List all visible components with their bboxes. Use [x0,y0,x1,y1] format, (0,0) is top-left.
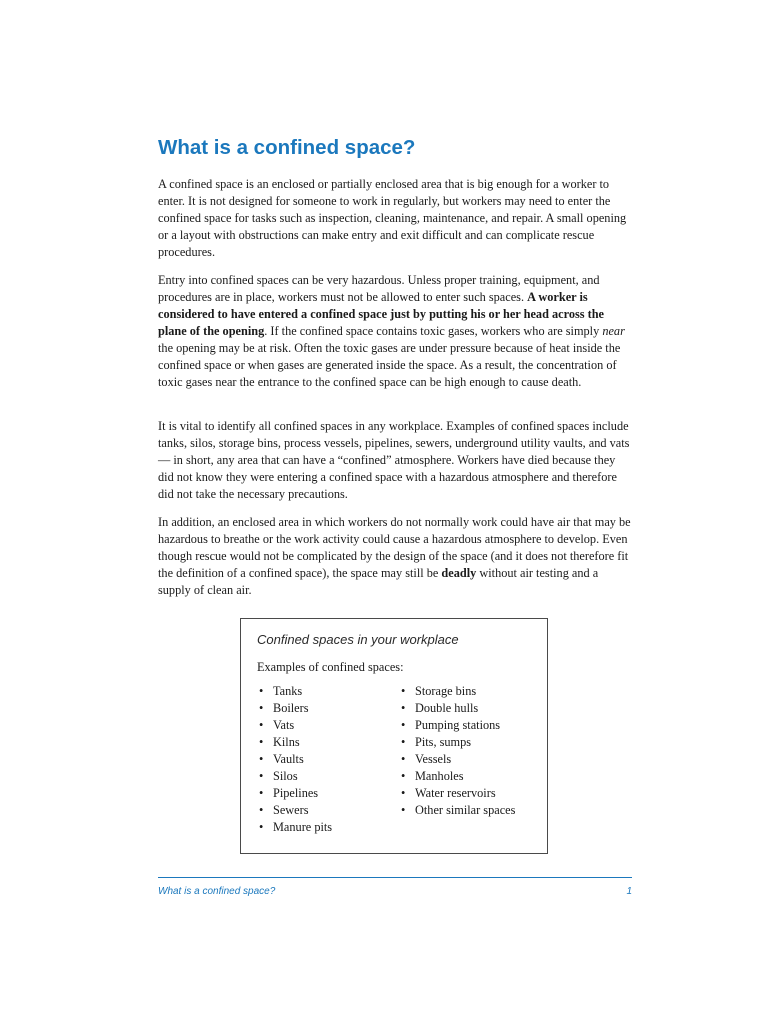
bullet-icon: • [401,701,406,715]
list-item-text: Boilers [273,701,309,715]
paragraph-hazards [158,272,632,391]
list-item-text: Water reservoirs [415,786,496,800]
list-item [259,768,332,785]
list-item-text: Other similar spaces [415,803,516,817]
bullet-icon: • [401,769,406,783]
paragraph-hazards-text-2: . If the confined space contains toxic gases, workers who are simply [264,324,603,338]
paragraph-enclosed-text-2: without air testing and a supply of clean air. [158,566,599,597]
box-intro: Examples of confined spaces: [257,660,404,674]
list-item [401,768,515,785]
examples-list-right [401,683,515,819]
bullet-icon: • [259,718,264,732]
paragraph-identify: It is vital to identify all confined spaces in any workplace. Examples of confined spaces include tanks, silos, storage bins, process vessels, pipelines, sewers, underground utility vaults, and vats — in short, any area that can have a “confined” atmosphere. Workers have died because they did not know they were entering a confined space with a hazardous atmosphere and therefore did not take the necessary precautions. [158,419,630,501]
confined-spaces-box [240,618,548,854]
bullet-icon: • [259,752,264,766]
list-item-text: Tanks [273,684,303,698]
list-item-text: Pumping stations [415,718,501,732]
list-item [259,802,332,819]
list-item-text: Manure pits [273,820,333,834]
bullet-icon: • [401,718,406,732]
list-item [259,785,332,802]
paragraph-definition: A confined space is an enclosed or partially enclosed area that is big enough for a worker to enter. It is not designed for someone to work in regularly, but workers may need to enter the confined space for tasks such as inspection, cleaning, maintenance, and repair. A small opening or a layout with obstructions can make entry and exit difficult and can complicate rescue procedures. [158,177,627,259]
list-item [259,717,332,734]
paragraph-hazards-bold: A worker is considered to have entered a confined space just by putting his or her head across the plane of the opening [158,290,605,338]
list-item-text: Silos [273,769,298,783]
list-item-text: Storage bins [415,684,477,698]
list-item [401,802,515,819]
footer-divider [158,877,632,878]
list-item [401,683,515,700]
list-item-text: Double hulls [415,701,479,715]
list-item-text: Pits, sumps [415,735,472,749]
list-item [259,751,332,768]
list-item [259,734,332,751]
list-item [259,683,332,700]
bullet-icon: • [259,735,264,749]
list-item-text: Manholes [415,769,464,783]
paragraph-hazards-text-3: the opening may be at risk. Often the toxic gases are under pressure because of heat inside the confined space or when gases are generated inside the space. As a result, the concentration of toxic gases near the entrance to the confined space can be high enough to cause death. [158,341,621,389]
bullet-icon: • [259,701,264,715]
bullet-icon: • [401,752,406,766]
paragraph-enclosed-areas [158,514,632,599]
list-item-text: Vessels [415,752,452,766]
list-item [401,700,515,717]
list-item [401,751,515,768]
bullet-icon: • [259,769,264,783]
bullet-icon: • [259,820,264,834]
box-title: Confined spaces in your workplace [257,632,459,647]
bullet-icon: • [259,803,264,817]
list-item-text: Pipelines [273,786,319,800]
paragraph-enclosed-text-1: In addition, an enclosed area in which workers do not normally work could have air that may be hazardous to breathe or the work activity could cause a hazardous atmosphere to develop. Even though rescue would not be complicated by the design of the space (and it does not therefore fit the definition of a confined space), the space may still be [158,515,631,580]
bullet-icon: • [401,735,406,749]
paragraph-enclosed-bold: deadly [441,566,477,580]
footer-running-title: What is a confined space? [158,886,276,897]
list-item [259,700,332,717]
paragraph-hazards-italic: near [602,324,625,338]
list-item [401,734,515,751]
list-item-text: Vaults [273,752,304,766]
list-item [401,785,515,802]
list-item [401,717,515,734]
list-item-text: Vats [273,718,295,732]
footer-page-number: 1 [626,886,632,897]
page-title: What is a confined space? [158,136,416,159]
list-item-text: Sewers [273,803,309,817]
paragraph-hazards-text-1: Entry into confined spaces can be very hazardous. Unless proper training, equipment, and procedures are in place, workers must not be allowed to enter such spaces. [158,273,600,304]
bullet-icon: • [259,684,264,698]
bullet-icon: • [401,684,406,698]
examples-list-left [259,683,332,836]
bullet-icon: • [259,786,264,800]
list-item-text: Kilns [273,735,300,749]
bullet-icon: • [401,803,406,817]
list-item [259,819,332,836]
bullet-icon: • [401,786,406,800]
